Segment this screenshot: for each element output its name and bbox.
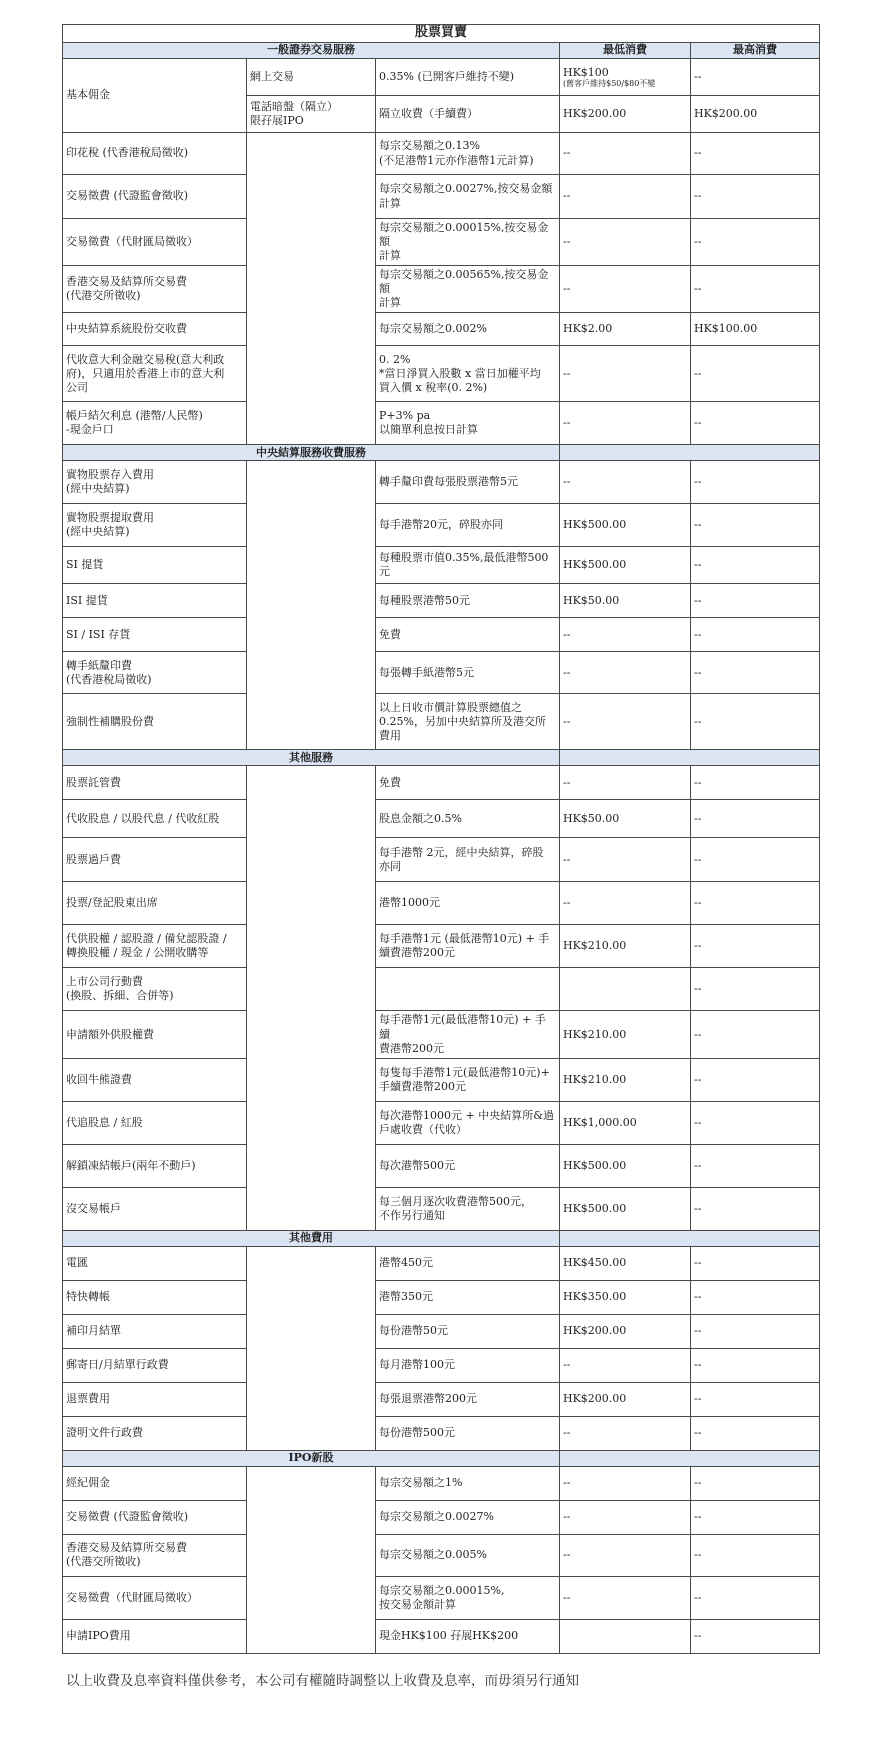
max-charge: HK$100.00	[691, 313, 820, 346]
max-charge: --	[691, 1058, 820, 1101]
fee-item-label: 特快轉帳	[63, 1280, 247, 1314]
fee-item-label: 交易徵費 (代證監會徵收)	[63, 175, 247, 219]
min-charge-value: --	[563, 1590, 571, 1604]
fee-row	[63, 59, 820, 96]
min-charge	[560, 266, 691, 313]
fee-description: P+3% pa 以簡單利息按日計算	[376, 402, 560, 445]
max-charge: --	[691, 266, 820, 313]
fee-description: 每宗交易額之0.0027%	[376, 1500, 560, 1534]
fee-row	[63, 1187, 820, 1230]
fee-description: 免費	[376, 618, 560, 652]
min-charge	[560, 1246, 691, 1280]
fee-description: 每手港幣20元，碎股亦同	[376, 504, 560, 547]
section-header-fill	[560, 1230, 820, 1246]
fee-description: 每手港幣 2元，經中央結算，碎股 亦同	[376, 838, 560, 882]
min-charge	[560, 1144, 691, 1187]
min-charge	[560, 1500, 691, 1534]
min-charge	[560, 1576, 691, 1619]
min-charge-value: --	[563, 282, 571, 296]
min-charge-value: --	[563, 1548, 571, 1562]
max-charge: --	[691, 1416, 820, 1450]
max-charge: --	[691, 1348, 820, 1382]
fee-item-label: 基本佣金	[63, 59, 247, 133]
max-charge: --	[691, 1466, 820, 1500]
fee-item-label: 印花稅 (代香港稅局徵收)	[63, 133, 247, 175]
max-charge: --	[691, 1382, 820, 1416]
min-charge-value: --	[563, 366, 571, 380]
max-charge: --	[691, 968, 820, 1011]
fee-row	[63, 838, 820, 882]
min-charge	[560, 838, 691, 882]
min-charge	[560, 1466, 691, 1500]
min-charge	[560, 402, 691, 445]
max-charge: --	[691, 1101, 820, 1144]
max-charge: --	[691, 1314, 820, 1348]
fee-row	[63, 346, 820, 402]
fee-description: 現金HK$100 孖展HK$200	[376, 1619, 560, 1653]
fee-item-label: 代收股息 / 以股代息 / 代收紅股	[63, 800, 247, 838]
section-title: 其他服務	[63, 750, 560, 766]
min-charge-value: --	[563, 627, 571, 641]
fee-item-label: 上市公司行動費 (換股、拆細、合併等)	[63, 968, 247, 1011]
min-charge-value: HK$210.00	[563, 1072, 627, 1086]
fee-row	[63, 266, 820, 313]
fee-row	[63, 800, 820, 838]
fee-item-label: 證明文件行政費	[63, 1416, 247, 1450]
fee-item-label: ISI 提貨	[63, 584, 247, 618]
fee-item-label: SI 提貨	[63, 547, 247, 584]
section-header-row	[63, 750, 820, 766]
min-charge	[560, 59, 691, 96]
min-charge	[560, 1348, 691, 1382]
fee-item-label: 代追股息 / 紅股	[63, 1101, 247, 1144]
min-charge	[560, 1382, 691, 1416]
fee-description: 每宗交易額之0.005%	[376, 1534, 560, 1576]
max-charge: --	[691, 1246, 820, 1280]
fee-item-label: 香港交易及結算所交易費 (代港交所徵收)	[63, 1534, 247, 1576]
fee-row	[63, 882, 820, 925]
fee-description: 每宗交易額之0.00015%, 按交易金額計算	[376, 1576, 560, 1619]
fee-row	[63, 618, 820, 652]
fee-schedule-table	[62, 24, 820, 1654]
fee-description: 每宗交易額之1%	[376, 1466, 560, 1500]
fee-row	[63, 219, 820, 266]
disclaimer-footnote: 以上收費及息率資料僅供參考，本公司有權隨時調整以上收費及息率，而毋須另行通知	[66, 1673, 579, 1689]
fee-item-label: 申請IPO費用	[63, 1619, 247, 1653]
fee-row	[63, 1058, 820, 1101]
max-charge: --	[691, 882, 820, 925]
fee-description: 0. 2% *當日淨買入股數 x 當日加權平均 買入價 x 稅率(0. 2%)	[376, 346, 560, 402]
fee-description: 轉手釐印費每張股票港幣5元	[376, 461, 560, 504]
blank-cell	[247, 1466, 376, 1653]
fee-description: 每張轉手紙港幣5元	[376, 652, 560, 694]
section-title: 中央結算服務收費服務	[63, 445, 560, 461]
fee-item-label: 實物股票存入費用 (經中央結算)	[63, 461, 247, 504]
min-charge	[560, 618, 691, 652]
fee-row	[63, 313, 820, 346]
min-charge-value: HK$210.00	[563, 1027, 627, 1041]
fee-item-label: 帳戶結欠利息 (港幣/人民幣) -現金戶口	[63, 402, 247, 445]
min-charge	[560, 1187, 691, 1230]
min-charge	[560, 1280, 691, 1314]
min-charge-value: HK$350.00	[563, 1290, 627, 1304]
fee-channel: 電話暗盤（隔立） 限孖展IPO	[247, 96, 376, 133]
fee-description: 每手港幣1元 (最低港幣10元) + 手 續費港幣200元	[376, 925, 560, 968]
fee-item-label: 經紀佣金	[63, 1466, 247, 1500]
fee-channel: 網上交易	[247, 59, 376, 96]
max-charge: --	[691, 1011, 820, 1058]
fee-item-label: 交易徵費（代財匯局徵收）	[63, 219, 247, 266]
fee-row	[63, 694, 820, 750]
min-charge-value: HK$500.00	[563, 558, 627, 572]
fee-row	[63, 766, 820, 800]
min-charge-value: HK$2.00	[563, 322, 613, 336]
min-charge	[560, 882, 691, 925]
min-charge-value: HK$50.00	[563, 811, 620, 825]
max-charge: --	[691, 346, 820, 402]
max-charge: --	[691, 133, 820, 175]
fee-row	[63, 1500, 820, 1534]
section-header-row	[63, 445, 820, 461]
blank-cell	[247, 766, 376, 1230]
min-charge	[560, 766, 691, 800]
min-charge	[560, 1011, 691, 1058]
min-charge	[560, 219, 691, 266]
max-charge: --	[691, 1280, 820, 1314]
fee-row	[63, 584, 820, 618]
section-header-row	[63, 43, 820, 59]
min-charge	[560, 694, 691, 750]
min-charge-value: --	[563, 235, 571, 249]
fee-row	[63, 547, 820, 584]
fee-description: 每宗交易額之0.00565%,按交易金 額 計算	[376, 266, 560, 313]
fee-item-label: 郵寄日/月結單行政費	[63, 1348, 247, 1382]
max-charge: --	[691, 59, 820, 96]
max-charge: --	[691, 694, 820, 750]
fee-row	[63, 1314, 820, 1348]
section-title: IPO新股	[63, 1450, 560, 1466]
fee-description: 每隻每手港幣1元(最低港幣10元)+ 手續費港幣200元	[376, 1058, 560, 1101]
fee-description: 0.35% (已開客戶維持不變)	[376, 59, 560, 96]
fee-row	[63, 1382, 820, 1416]
max-charge-header: 最高消費	[691, 43, 820, 59]
fee-description: 港幣1000元	[376, 882, 560, 925]
fee-row	[63, 652, 820, 694]
min-charge	[560, 175, 691, 219]
fee-row	[63, 1619, 820, 1653]
fee-description: 每種股票港幣50元	[376, 584, 560, 618]
fee-description: 以上日收市價計算股票總值之 0.25%，另加中央結算所及港交所 費用	[376, 694, 560, 750]
fee-item-label: 代收意大利金融交易稅(意大利政 府)，只適用於香港上市的意大利 公司	[63, 346, 247, 402]
fee-description: 股息金額之0.5%	[376, 800, 560, 838]
fee-item-label: 退票費用	[63, 1382, 247, 1416]
blank-cell	[247, 1246, 376, 1450]
fee-item-label: 投票/登記股東出席	[63, 882, 247, 925]
fee-row	[63, 1466, 820, 1500]
fee-row	[63, 1348, 820, 1382]
max-charge: --	[691, 584, 820, 618]
max-charge: --	[691, 1576, 820, 1619]
min-charge-value: --	[563, 1476, 571, 1490]
fee-item-label: 申請額外供股權費	[63, 1011, 247, 1058]
fee-row	[63, 133, 820, 175]
min-charge	[560, 1534, 691, 1576]
min-charge-value: HK$200.00	[563, 1392, 627, 1406]
fee-row	[63, 1144, 820, 1187]
fee-item-label: 補印月結單	[63, 1314, 247, 1348]
fee-description: 隔立收費（手續費）	[376, 96, 560, 133]
max-charge: --	[691, 219, 820, 266]
fee-item-label: 強制性補購股份費	[63, 694, 247, 750]
max-charge: --	[691, 504, 820, 547]
fee-row	[63, 925, 820, 968]
fee-row	[63, 1011, 820, 1058]
min-charge	[560, 968, 691, 1011]
min-charge-value: --	[563, 1426, 571, 1440]
min-charge	[560, 584, 691, 618]
table-title: 股票買賣	[63, 25, 820, 43]
min-charge-value: --	[563, 896, 571, 910]
max-charge: HK$200.00	[691, 96, 820, 133]
min-charge-value: --	[563, 475, 571, 489]
max-charge: --	[691, 1500, 820, 1534]
fee-description: 每月港幣100元	[376, 1348, 560, 1382]
min-charge-value: --	[563, 416, 571, 430]
fee-description: 每宗交易額之0.13% (不足港幣1元亦作港幣1元計算)	[376, 133, 560, 175]
fee-description: 每宗交易額之0.002%	[376, 313, 560, 346]
max-charge: --	[691, 800, 820, 838]
fee-row	[63, 1246, 820, 1280]
fee-row	[63, 1416, 820, 1450]
section-header-row	[63, 1230, 820, 1246]
blank-cell	[247, 461, 376, 750]
max-charge: --	[691, 1619, 820, 1653]
min-charge	[560, 1314, 691, 1348]
fee-row	[63, 1280, 820, 1314]
min-charge-note: (舊客戶維持$50/$80不變	[563, 78, 656, 88]
min-charge-value: --	[563, 1510, 571, 1524]
min-charge	[560, 1058, 691, 1101]
fee-item-label: 解鎖凍結帳戶(兩年不動戶)	[63, 1144, 247, 1187]
max-charge: --	[691, 547, 820, 584]
fee-description: 每次港幣500元	[376, 1144, 560, 1187]
min-charge	[560, 800, 691, 838]
min-charge	[560, 461, 691, 504]
max-charge: --	[691, 838, 820, 882]
min-charge-header: 最低消費	[560, 43, 691, 59]
fee-item-label: 沒交易帳戶	[63, 1187, 247, 1230]
fee-item-label: 交易徵費（代財匯局徵收）	[63, 1576, 247, 1619]
min-charge	[560, 133, 691, 175]
min-charge-value: HK$200.00	[563, 106, 627, 120]
section-header-fill	[560, 445, 820, 461]
section-title: 其他費用	[63, 1230, 560, 1246]
fee-row	[63, 175, 820, 219]
min-charge	[560, 504, 691, 547]
max-charge: --	[691, 175, 820, 219]
fee-row	[63, 1534, 820, 1576]
max-charge: --	[691, 925, 820, 968]
min-charge	[560, 346, 691, 402]
min-charge-value: HK$450.00	[563, 1256, 627, 1270]
fee-description: 每宗交易額之0.0027%,按交易金額 計算	[376, 175, 560, 219]
section-header-row	[63, 1450, 820, 1466]
min-charge	[560, 1416, 691, 1450]
fee-description: 每宗交易額之0.00015%,按交易金 額 計算	[376, 219, 560, 266]
min-charge-value: --	[563, 146, 571, 160]
min-charge	[560, 1101, 691, 1144]
fee-item-label: 股票託管費	[63, 766, 247, 800]
fee-item-label: 收回牛熊證費	[63, 1058, 247, 1101]
fee-row	[63, 1576, 820, 1619]
fee-item-label: 交易徵費 (代證監會徵收)	[63, 1500, 247, 1534]
max-charge: --	[691, 618, 820, 652]
fee-description: 每手港幣1元(最低港幣10元) + 手續 費港幣200元	[376, 1011, 560, 1058]
fee-description: 免費	[376, 766, 560, 800]
fee-description: 每張退票港幣200元	[376, 1382, 560, 1416]
min-charge-value: HK$210.00	[563, 939, 627, 953]
section-title: 一般證券交易服務	[63, 43, 560, 59]
fee-row	[63, 968, 820, 1011]
min-charge-value: HK$500.00	[563, 518, 627, 532]
min-charge	[560, 652, 691, 694]
fee-row	[63, 1101, 820, 1144]
min-charge	[560, 1619, 691, 1653]
fee-item-label: 香港交易及結算所交易費 (代港交所徵收)	[63, 266, 247, 313]
min-charge	[560, 547, 691, 584]
min-charge-value: --	[563, 189, 571, 203]
fee-item-label: 中央結算系統股份交收費	[63, 313, 247, 346]
fee-description: 港幣450元	[376, 1246, 560, 1280]
section-header-fill	[560, 1450, 820, 1466]
min-charge-value: --	[563, 714, 571, 728]
fee-item-label: 代供股權 / 認股證 / 備兌認股證 / 轉換股權 / 現金 / 公開收購等	[63, 925, 247, 968]
min-charge-value: --	[563, 852, 571, 866]
fee-item-label: 轉手紙釐印費 (代香港稅局徵收)	[63, 652, 247, 694]
min-charge	[560, 925, 691, 968]
fee-item-label: 實物股票提取費用 (經中央結算)	[63, 504, 247, 547]
fee-description: 每次港幣1000元 + 中央結算所&過 戶處收費（代收）	[376, 1101, 560, 1144]
min-charge	[560, 96, 691, 133]
fee-row	[63, 402, 820, 445]
min-charge-value: --	[563, 665, 571, 679]
min-charge-value: HK$1,000.00	[563, 1115, 637, 1129]
fee-description: 每份港幣50元	[376, 1314, 560, 1348]
max-charge: --	[691, 1187, 820, 1230]
fee-description: 港幣350元	[376, 1280, 560, 1314]
max-charge: --	[691, 1534, 820, 1576]
max-charge: --	[691, 1144, 820, 1187]
min-charge-value: HK$100	[563, 65, 609, 79]
max-charge: --	[691, 766, 820, 800]
max-charge: --	[691, 652, 820, 694]
blank-cell	[247, 133, 376, 445]
min-charge	[560, 313, 691, 346]
min-charge-value: --	[563, 775, 571, 789]
min-charge-value: --	[563, 1358, 571, 1372]
fee-description: 每三個月逐次收費港幣500元， 不作另行通知	[376, 1187, 560, 1230]
fee-item-label: 股票過戶費	[63, 838, 247, 882]
min-charge-value: HK$50.00	[563, 593, 620, 607]
fee-description: 每份港幣500元	[376, 1416, 560, 1450]
fee-description: 每種股票市值0.35%,最低港幣500 元	[376, 547, 560, 584]
max-charge: --	[691, 461, 820, 504]
section-header-fill	[560, 750, 820, 766]
min-charge-value: HK$500.00	[563, 1158, 627, 1172]
min-charge-value: HK$500.00	[563, 1201, 627, 1215]
fee-row	[63, 504, 820, 547]
fee-description	[376, 968, 560, 1011]
min-charge-value: HK$200.00	[563, 1324, 627, 1338]
max-charge: --	[691, 402, 820, 445]
fee-row	[63, 461, 820, 504]
fee-item-label: SI / ISI 存貨	[63, 618, 247, 652]
table-title-row	[63, 25, 820, 43]
fee-item-label: 電匯	[63, 1246, 247, 1280]
